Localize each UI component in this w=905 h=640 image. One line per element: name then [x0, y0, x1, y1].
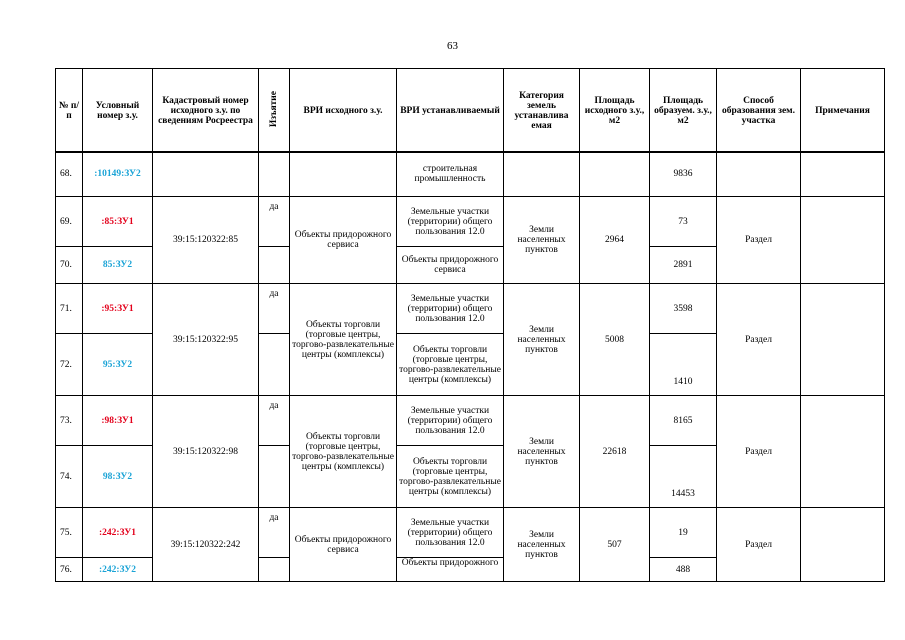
header-cadastral-number: Кадастровый номер исходного з.у. по сведениям Росреестра [153, 69, 259, 153]
seizure-cell [259, 334, 290, 396]
vri-new: Объекты торговли (торговые центры, торгово-развлекательные центры (комплексы) [397, 334, 504, 396]
header-num: № п/п [56, 69, 83, 153]
parcels-body [55, 151, 885, 582]
table-row [56, 197, 885, 247]
vri-new: Земельные участки (территории) общего пользования 12.0 [397, 284, 504, 334]
vri-new: Объекты придорожного сервиса [397, 247, 504, 284]
header-area-new: Площадь образуем. з.у., м2 [650, 69, 717, 153]
conditional-number: :98:ЗУ1 [83, 396, 153, 446]
conditional-number: :242:ЗУ2 [83, 558, 153, 582]
area-source [580, 152, 650, 197]
row-number: 69. [56, 197, 83, 247]
row-number: 74. [56, 446, 83, 508]
vri-source: Объекты придорожного сервиса [290, 508, 397, 582]
area-new: 8165 [650, 396, 717, 446]
header-area-source: Площадь исходного з.у., м2 [580, 69, 650, 153]
area-source: 2964 [580, 197, 650, 284]
area-source: 5008 [580, 284, 650, 396]
seizure-cell: да [259, 197, 290, 247]
method: Раздел [717, 197, 801, 284]
area-new: 3598 [650, 284, 717, 334]
conditional-number: 98:ЗУ2 [83, 446, 153, 508]
category: Земли населенных пунктов [504, 197, 580, 284]
cadastral-number: 39:15:120322:242 [153, 508, 259, 582]
row-number: 72. [56, 334, 83, 396]
header-seizure: Изъятие [259, 69, 290, 153]
header-vri-new: ВРИ устанавливаемый [397, 69, 504, 153]
notes [801, 508, 885, 582]
notes [801, 197, 885, 284]
seizure-cell: да [259, 284, 290, 334]
notes [801, 396, 885, 508]
category [504, 152, 580, 197]
vri-new: строительная промышленность [397, 152, 504, 197]
area-new: 14453 [650, 446, 717, 508]
cadastral-number: 39:15:120322:85 [153, 197, 259, 284]
vri-new: Объекты придорожного [397, 558, 504, 582]
seizure-cell [259, 446, 290, 508]
seizure-cell: да [259, 508, 290, 558]
area-new: 488 [650, 558, 717, 582]
category: Земли населенных пунктов [504, 284, 580, 396]
header-category: Категория земель устанавлива емая [504, 69, 580, 153]
row-number: 76. [56, 558, 83, 582]
cadastral-number [153, 152, 259, 197]
vri-new: Объекты торговли (торговые центры, торгово-развлекательные центры (комплексы) [397, 446, 504, 508]
header-conditional-number: Условный номер з.у. [83, 69, 153, 153]
conditional-number: :242:ЗУ1 [83, 508, 153, 558]
vri-new: Земельные участки (территории) общего пользования 12.0 [397, 396, 504, 446]
conditional-number: 95:ЗУ2 [83, 334, 153, 396]
area-new: 2891 [650, 247, 717, 284]
vri-new: Земельные участки (территории) общего пользования 12.0 [397, 197, 504, 247]
seizure-cell [259, 152, 290, 197]
table-row [56, 396, 885, 446]
seizure-cell [259, 247, 290, 284]
vri-source: Объекты придорожного сервиса [290, 197, 397, 284]
row-number: 70. [56, 247, 83, 284]
area-new: 73 [650, 197, 717, 247]
vri-source: Объекты торговли (торговые центры, торгово-развлекательные центры (комплексы) [290, 284, 397, 396]
header-method: Способ образования зем. участка [717, 69, 801, 153]
header-notes: Примечания [801, 69, 885, 153]
notes [801, 152, 885, 197]
category: Земли населенных пунктов [504, 508, 580, 582]
vri-source: Объекты торговли (торговые центры, торгово-развлекательные центры (комплексы) [290, 396, 397, 508]
row-number: 73. [56, 396, 83, 446]
row-number: 75. [56, 508, 83, 558]
method [717, 152, 801, 197]
area-new: 1410 [650, 334, 717, 396]
row-number: 68. [56, 152, 83, 197]
seizure-cell: да [259, 396, 290, 446]
area-new: 19 [650, 508, 717, 558]
conditional-number: 85:ЗУ2 [83, 247, 153, 284]
area-source: 22618 [580, 396, 650, 508]
header-row [56, 69, 885, 153]
row-number: 71. [56, 284, 83, 334]
method: Раздел [717, 284, 801, 396]
table-row [56, 508, 885, 558]
parcels-table [55, 68, 885, 153]
table-row [56, 284, 885, 334]
cadastral-number: 39:15:120322:95 [153, 284, 259, 396]
conditional-number: :95:ЗУ1 [83, 284, 153, 334]
category: Земли населенных пунктов [504, 396, 580, 508]
vri-source [290, 152, 397, 197]
header-vri-source: ВРИ исходного з.у. [290, 69, 397, 153]
conditional-number: :10149:ЗУ2 [83, 152, 153, 197]
area-source: 507 [580, 508, 650, 582]
page-number: 63 [447, 40, 458, 52]
table-row [56, 152, 885, 197]
vri-new: Земельные участки (территории) общего пользования 12.0 [397, 508, 504, 558]
method: Раздел [717, 508, 801, 582]
method: Раздел [717, 396, 801, 508]
cadastral-number: 39:15:120322:98 [153, 396, 259, 508]
seizure-cell [259, 558, 290, 582]
notes [801, 284, 885, 396]
conditional-number: :85:ЗУ1 [83, 197, 153, 247]
area-new: 9836 [650, 152, 717, 197]
